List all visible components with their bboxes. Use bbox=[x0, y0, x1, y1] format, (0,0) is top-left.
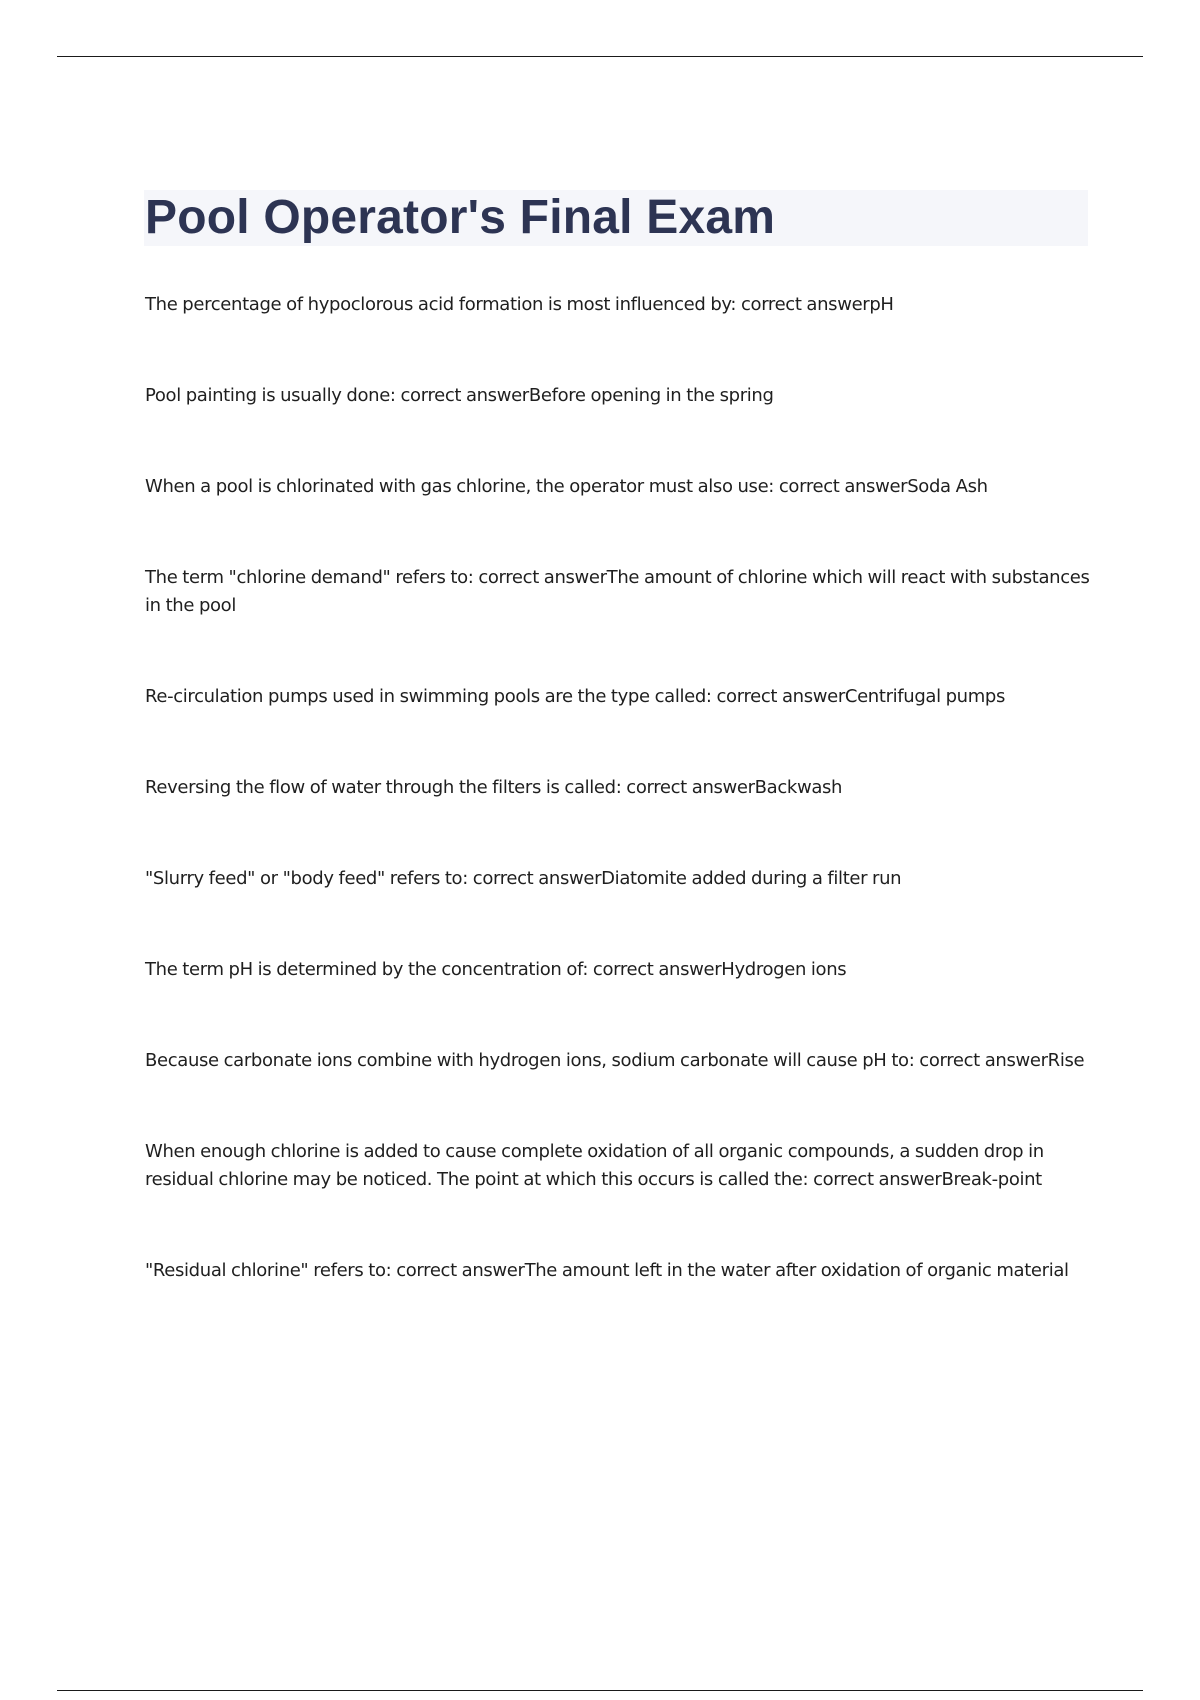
question-item: Reversing the flow of water through the filters is called: correct answerBackwash bbox=[145, 777, 843, 798]
header-rule bbox=[57, 56, 1143, 57]
page-title: Pool Operator's Final Exam bbox=[145, 191, 776, 244]
question-item: The term pH is determined by the concentration of: correct answerHydrogen ions bbox=[145, 959, 847, 980]
question-list bbox=[145, 291, 1090, 1348]
question-item: Because carbonate ions combine with hydrogen ions, sodium carbonate will cause pH to: correct answerRise bbox=[145, 1050, 1085, 1071]
question-item: The term "chlorine demand" refers to: correct answerThe amount of chlorine which will react with substances in the pool bbox=[145, 567, 1090, 616]
question-item: Pool painting is usually done: correct answerBefore opening in the spring bbox=[145, 385, 774, 406]
question-item: Re-circulation pumps used in swimming pools are the type called: correct answerCentrifugal pumps bbox=[145, 686, 1006, 707]
question-item: "Slurry feed" or "body feed" refers to: correct answerDiatomite added during a filter run bbox=[145, 868, 902, 889]
question-item: When a pool is chlorinated with gas chlorine, the operator must also use: correct answerSoda Ash bbox=[145, 476, 988, 497]
footer-rule bbox=[57, 1690, 1143, 1691]
question-item: The percentage of hypoclorous acid formation is most influenced by: correct answerpH bbox=[145, 294, 894, 315]
question-item: When enough chlorine is added to cause complete oxidation of all organic compounds, a sudden drop in residual chlorine may be noticed. The point at which this occurs is called the: correct answerBreak-point bbox=[145, 1141, 1044, 1190]
question-item: "Residual chlorine" refers to: correct answerThe amount left in the water after oxidation of organic material bbox=[145, 1260, 1069, 1281]
